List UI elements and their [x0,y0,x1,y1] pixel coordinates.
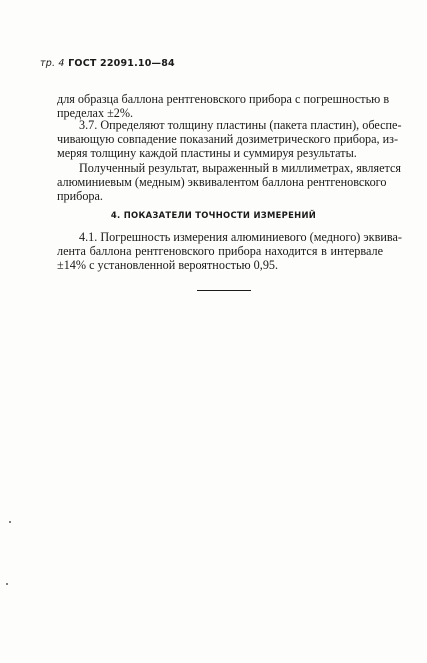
section-title: 4. ПОКАЗАТЕЛИ ТОЧНОСТИ ИЗМЕРЕНИЙ [110,210,317,220]
text-line: 3.7. Определяют толщину пластины (пакета пластин), обеспе- [79,118,402,132]
page-number: тр. 4 [40,58,65,69]
scan-speck [9,521,11,523]
end-rule [197,290,251,291]
text-line: ±14% с установленной вероятностью 0,95. [57,258,279,273]
text-line: алюминиевым (медным) эквивалентом баллона рентгеновского [57,175,387,190]
text-line: 4.1. Погрешность измерения алюминиевого (медного) эквива- [79,230,402,244]
page-header [40,58,175,69]
paragraph-result [57,161,401,204]
text-line: чивающую совпадение показаний дозиметрического прибора, из- [57,132,399,147]
standard-number: ГОСТ 22091.10—84 [68,58,175,69]
text-line: лента баллона рентгеновского прибора находится в интервале [57,244,383,259]
paragraph-3-7 [57,118,402,161]
text-line: меряя толщину каждой пластины и суммируя результаты. [57,146,357,161]
paragraph-4-1 [57,230,402,273]
scan-speck [6,583,8,585]
text-line: прибора. [57,189,103,204]
text-line: пределах ±2%. [57,106,134,121]
text-line: для образца баллона рентгеновского прибора с погрешностью в [57,92,390,106]
text-line: Полученный результат, выраженный в миллиметрах, является [79,161,401,175]
paragraph-3-6-continuation [57,92,390,121]
